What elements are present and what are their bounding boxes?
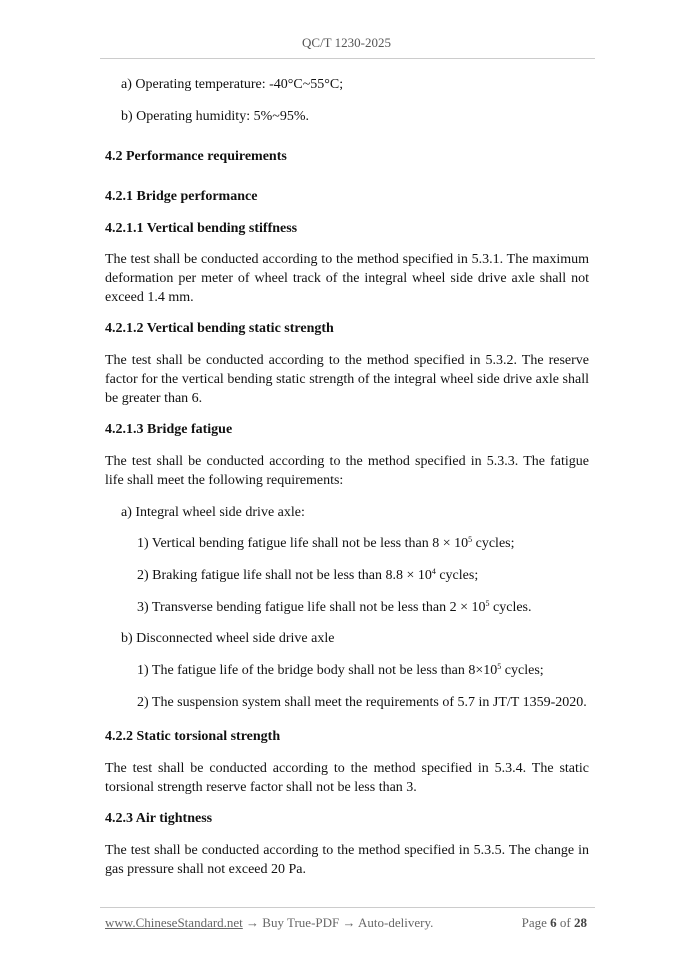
exponent: 4 [431,567,436,576]
text: 1) The fatigue life of the bridge body shall not be less than 8×10 [137,663,498,678]
heading-4-2-3: 4.2.3 Air tightness [105,811,213,826]
heading-4-2-1: 4.2.1 Bridge performance [105,189,258,204]
paragraph-4-2-2: The test shall be conducted according to the method specified in 5.3.4. The static torsional strength reserve factor shall not be less than 3. [105,761,589,795]
page-total: 28 [574,915,587,930]
heading-4-2-1-3: 4.2.1.3 Bridge fatigue [105,422,233,437]
header-divider [100,58,595,59]
list-item-a1 [137,534,589,553]
env-temperature: a) Operating temperature: -40°C~55°C; [121,77,344,92]
text: cycles; [472,536,515,551]
page-number: 6 [550,915,557,930]
promo-text: → Buy True-PDF → Auto-delivery. [242,915,434,930]
heading-4-2-2: 4.2.2 Static torsional strength [105,729,281,744]
list-item-b2: 2) The suspension system shall meet the requirements of 5.7 in JT/T 1359-2020. [137,695,587,710]
page-label: Page [521,915,547,930]
text: cycles; [501,663,544,678]
text: 3) Transverse bending fatigue life shall not be less than 2 × 10 [137,600,486,615]
list-item-a2 [137,566,589,585]
list-item-b1 [137,661,589,680]
list-item-b: b) Disconnected wheel side drive axle [121,631,335,646]
env-humidity: b) Operating humidity: 5%~95%. [121,109,309,124]
footer-divider [100,907,595,908]
exponent: 5 [468,535,473,544]
website-link[interactable]: www.ChineseStandard.net [105,915,243,930]
paragraph-4-2-1-1: The test shall be conducted according to the method specified in 5.3.1. The maximum deformation per meter of wheel track of the integral wheel side drive axle shall not exceed 1.4 mm. [105,252,589,305]
list-item-a3 [137,598,589,617]
exponent: 5 [485,599,490,608]
text: 1) Vertical bending fatigue life shall not be less than 8 × 10 [137,536,469,551]
footer [105,915,587,931]
paragraph-4-2-3: The test shall be conducted according to the method specified in 5.3.5. The change in gas pressure shall not exceed 20 Pa. [105,843,589,877]
exponent: 5 [497,662,502,671]
document-header: QC/T 1230-2025 [302,35,391,50]
heading-4-2-1-2: 4.2.1.2 Vertical bending static strength [105,321,334,336]
heading-4-2-1-1: 4.2.1.1 Vertical bending stiffness [105,221,298,236]
list-item-a: a) Integral wheel side drive axle: [121,505,305,520]
of-label: of [559,915,571,930]
paragraph-4-2-1-3: The test shall be conducted according to the method specified in 5.3.3. The fatigue life shall meet the following requirements: [105,454,589,488]
heading-4-2: 4.2 Performance requirements [105,149,287,164]
text: cycles; [435,568,479,583]
text: 2) Braking fatigue life shall not be less than 8.8 × 10 [137,568,432,583]
paragraph-4-2-1-2: The test shall be conducted according to the method specified in 5.3.2. The reserve factor for the vertical bending static strength of the integral wheel side drive axle shall be greater than 6. [105,353,589,406]
page-indicator [522,915,587,931]
text: cycles. [489,600,532,615]
footer-promo [105,915,433,931]
